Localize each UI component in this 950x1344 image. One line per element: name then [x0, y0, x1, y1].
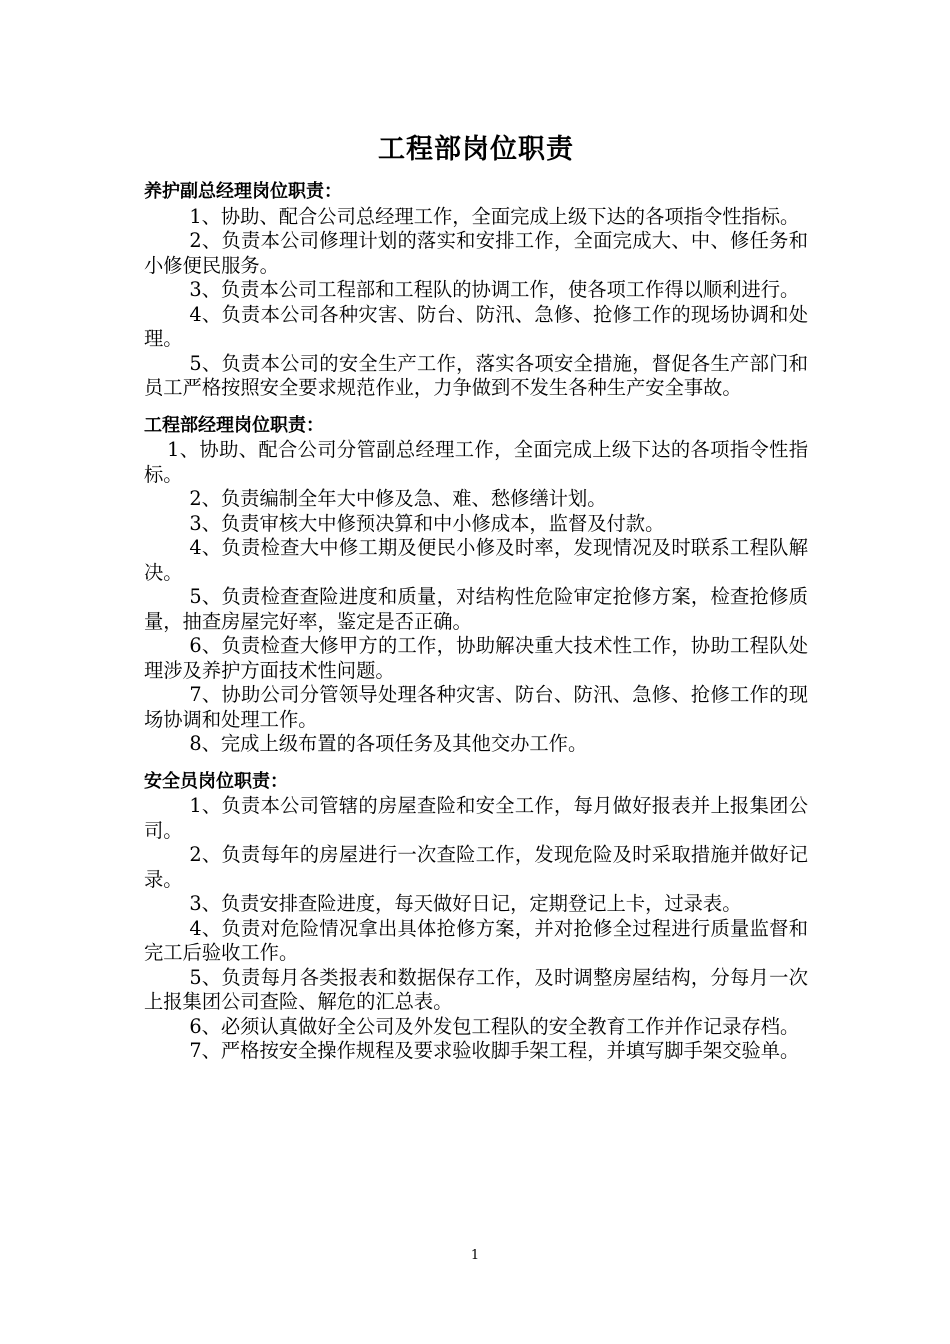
duty-item: 1、负责本公司管辖的房屋查险和安全工作，每月做好报表并上报集团公司。 [144, 794, 808, 842]
section-heading: 安全员岗位职责： [144, 770, 288, 792]
duty-item: 2、负责本公司修理计划的落实和安排工作，全面完成大、中、修任务和小修便民服务。 [144, 229, 808, 277]
duty-item: 5、负责每月各类报表和数据保存工作，及时调整房屋结构，分每月一次上报集团公司查险、解危的汇总表。 [144, 965, 808, 1013]
duty-item: 2、负责编制全年大中修及急、难、愁修缮计划。 [189, 487, 607, 510]
section-heading: 工程部经理岗位职责： [144, 414, 324, 436]
duty-item: 4、负责检查大中修工期及便民小修及时率，发现情况及时联系工程队解决。 [144, 536, 808, 584]
duty-item: 4、负责对危险情况拿出具体抢修方案，并对抢修全过程进行质量监督和完工后验收工作。 [144, 916, 808, 964]
duty-item: 1、协助、配合公司总经理工作，全面完成上级下达的各项指令性指标。 [189, 204, 800, 228]
duty-item: 2、负责每年的房屋进行一次查险工作，发现危险及时采取措施并做好记录。 [144, 843, 808, 891]
duty-item: 4、负责本公司各种灾害、防台、防汛、急修、抢修工作的现场协调和处理。 [144, 302, 808, 350]
duty-item: 5、负责本公司的安全生产工作，落实各项安全措施，督促各生产部门和员工严格按照安全要求规范作业，力争做到不发生各种生产安全事故。 [144, 351, 808, 399]
duty-item: 8、完成上级布置的各项任务及其他交办工作。 [189, 732, 588, 755]
section-heading: 养护副总经理岗位职责： [144, 181, 342, 202]
section-engineering-manager-duties [144, 414, 808, 757]
duty-item: 1、协助、配合公司分管副总经理工作，全面完成上级下达的各项指令性指标。 [144, 438, 808, 486]
duty-item: 6、必须认真做好全公司及外发包工程队的安全教育工作并作记录存档。 [189, 1014, 800, 1038]
page-number: 1 [470, 1248, 480, 1263]
duty-item: 3、负责审核大中修预决算和中小修成本，监督及付款。 [189, 511, 665, 535]
duty-item: 3、负责本公司工程部和工程队的协调工作，使各项工作得以顺利进行。 [189, 278, 800, 301]
section-vice-gm-duties [144, 180, 808, 401]
document-page [144, 128, 808, 1077]
duty-item: 3、负责安排查险进度，每天做好日记，定期登记上卡，过录表。 [189, 892, 742, 915]
duty-item: 6、负责检查大修甲方的工作，协助解决重大技术性工作，协助工程队处理涉及养护方面技术性问题。 [144, 634, 808, 682]
duty-item: 5、负责检查查险进度和质量，对结构性危险审定抢修方案，检查抢修质量，抽查房屋完好率，鉴定是否正确。 [144, 585, 808, 633]
duty-item: 7、协助公司分管领导处理各种灾害、防台、防汛、急修、抢修工作的现场协调和处理工作。 [144, 683, 808, 731]
duty-item: 7、严格按安全操作规程及要求验收脚手架工程，并填写脚手架交验单。 [189, 1039, 800, 1062]
document-title: 工程部岗位职责 [378, 134, 574, 165]
section-safety-officer-duties [144, 770, 808, 1064]
